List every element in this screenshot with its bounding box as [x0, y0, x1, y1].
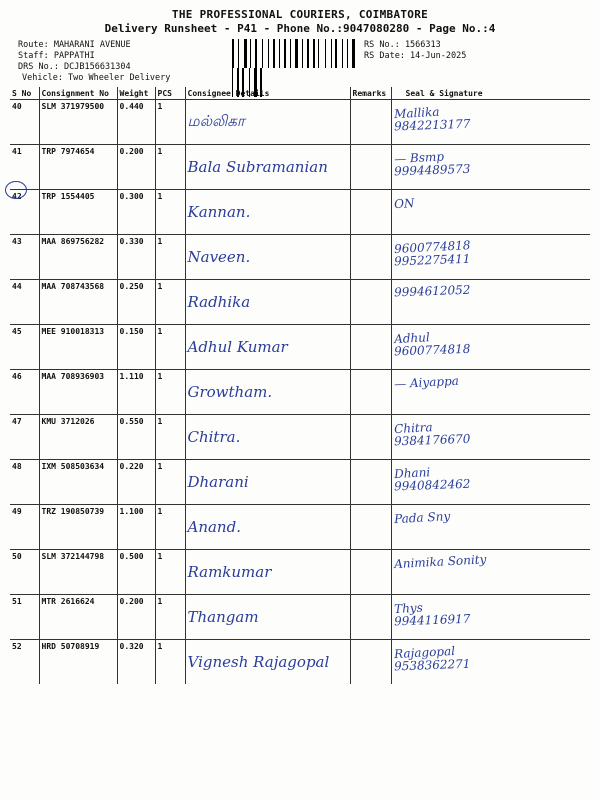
consignment-cell: TRP 1554405 [39, 190, 117, 235]
signature-text: 9600774818 [393, 238, 471, 257]
consignee-cell: Dharani [185, 460, 350, 505]
sno-cell: 52 [10, 640, 39, 685]
pcs-cell: 1 [155, 595, 185, 640]
column-header: Weight [117, 87, 155, 100]
sno-cell: 45 [10, 325, 39, 370]
pcs-cell: 1 [155, 235, 185, 280]
signature-phone: 9384176670 [393, 431, 471, 449]
table-row [10, 595, 590, 640]
remarks-cell [350, 370, 391, 415]
consignment-cell: SLM 371979500 [39, 100, 117, 145]
consignment-cell: TRP 7974654 [39, 145, 117, 190]
remarks-cell [350, 145, 391, 190]
column-header: Remarks [350, 87, 391, 100]
sno-cell: 46 [10, 370, 39, 415]
table-header-row [10, 87, 590, 100]
signature-cell [391, 370, 590, 415]
pcs-cell: 1 [155, 640, 185, 685]
consignee-cell: Ramkumar [185, 550, 350, 595]
weight-cell: 0.320 [117, 640, 155, 685]
consignee-cell: மல்லிகா [185, 100, 350, 145]
signature-cell [391, 325, 590, 370]
consignee-cell: Radhika [185, 280, 350, 325]
signature-cell [391, 145, 590, 190]
column-header: Consignee Details [185, 87, 350, 100]
table-row [10, 325, 590, 370]
signature-text: Thys [393, 600, 423, 617]
remarks-cell [350, 325, 391, 370]
pcs-cell: 1 [155, 100, 185, 145]
table-row [10, 370, 590, 415]
remarks-cell [350, 235, 391, 280]
consignment-cell: MAA 708936903 [39, 370, 117, 415]
remarks-cell [350, 595, 391, 640]
table-row [10, 280, 590, 325]
page-header [0, 8, 600, 36]
consignee-cell: Anand. [185, 505, 350, 550]
remarks-cell [350, 415, 391, 460]
sno-cell: 51 [10, 595, 39, 640]
remarks-cell [350, 190, 391, 235]
signature-cell [391, 235, 590, 280]
staff-label: Staff: PAPPATHI [18, 51, 95, 61]
signature-phone: 9944116917 [393, 611, 471, 629]
consignee-cell: Vignesh Rajagopal [185, 640, 350, 685]
pcs-cell: 1 [155, 370, 185, 415]
sno-cell: 41 [10, 145, 39, 190]
drs-label: DRS No.: DCJB156631304 [18, 62, 131, 72]
remarks-cell [350, 100, 391, 145]
consignee-cell: Kannan. [185, 190, 350, 235]
pcs-cell: 1 [155, 505, 185, 550]
remarks-cell [350, 550, 391, 595]
signature-cell [391, 640, 590, 685]
sno-cell: 44 [10, 280, 39, 325]
consignee-cell: Naveen. [185, 235, 350, 280]
table-row [10, 145, 590, 190]
consignment-cell: HRD 50708919 [39, 640, 117, 685]
table-row [10, 460, 590, 505]
column-header: PCS [155, 87, 185, 100]
column-header: S No [10, 87, 39, 100]
consignment-cell: TRZ 190850739 [39, 505, 117, 550]
remarks-cell [350, 505, 391, 550]
pcs-cell: 1 [155, 145, 185, 190]
signature-text: Adhul [393, 330, 430, 347]
vehicle-label: Vehicle: Two Wheeler Delivery [22, 73, 171, 83]
signature-phone: 9952275411 [393, 251, 471, 269]
weight-cell: 0.150 [117, 325, 155, 370]
weight-cell: 0.330 [117, 235, 155, 280]
pcs-cell: 1 [155, 550, 185, 595]
signature-text: Pada Sny [393, 509, 451, 527]
sno-cell: 40 [10, 100, 39, 145]
consignment-cell: KMU 3712026 [39, 415, 117, 460]
weight-cell: 0.220 [117, 460, 155, 505]
table-row [10, 190, 590, 235]
signature-phone: 9994612052 [393, 282, 471, 300]
signature-text: — Bsmp [393, 149, 444, 167]
consignee-cell: Thangam [185, 595, 350, 640]
remarks-cell [350, 460, 391, 505]
signature-text: ON [393, 196, 415, 212]
company-title: THE PROFESSIONAL COURIERS, COIMBATORE [171, 8, 429, 21]
pcs-cell: 1 [155, 325, 185, 370]
weight-cell: 1.100 [117, 505, 155, 550]
signature-phone: 9994489573 [393, 161, 471, 179]
signature-cell [391, 415, 590, 460]
signature-phone: 9538362271 [393, 656, 471, 674]
signature-cell [391, 595, 590, 640]
signature-cell [391, 505, 590, 550]
weight-cell: 0.250 [117, 280, 155, 325]
runsheet-subtitle: Delivery Runsheet - P41 - Phone No.:9047080280 - Page No.:4 [104, 22, 496, 35]
signature-phone: 9600774818 [393, 341, 471, 359]
weight-cell: 0.300 [117, 190, 155, 235]
route-label: Route: MAHARANI AVENUE [18, 40, 131, 50]
remarks-cell [350, 640, 391, 685]
signature-text: — Aiyappa [393, 373, 459, 392]
signature-phone: 9940842462 [393, 476, 471, 494]
sno-cell: 42 [10, 190, 39, 235]
signature-cell [391, 190, 590, 235]
runsheet-meta-left [18, 40, 170, 84]
signature-text: Rajagopal [393, 643, 455, 662]
table-row [10, 640, 590, 685]
signature-cell [391, 550, 590, 595]
weight-cell: 0.440 [117, 100, 155, 145]
pcs-cell: 1 [155, 415, 185, 460]
signature-cell [391, 280, 590, 325]
weight-cell: 1.110 [117, 370, 155, 415]
signature-text: Mallika [393, 104, 440, 122]
weight-cell: 0.200 [117, 595, 155, 640]
table-row [10, 415, 590, 460]
sno-cell: 48 [10, 460, 39, 505]
consignee-cell: Adhul Kumar [185, 325, 350, 370]
delivery-table [10, 87, 590, 684]
weight-cell: 0.200 [117, 145, 155, 190]
rs-date-label: RS Date: 14-Jun-2025 [364, 51, 467, 61]
consignment-cell: MTR 2616624 [39, 595, 117, 640]
pcs-cell: 1 [155, 460, 185, 505]
weight-cell: 0.500 [117, 550, 155, 595]
consignment-cell: MAA 869756282 [39, 235, 117, 280]
table-row [10, 235, 590, 280]
consignment-cell: IXM 508503634 [39, 460, 117, 505]
signature-cell [391, 460, 590, 505]
pcs-cell: 1 [155, 280, 185, 325]
sno-cell: 49 [10, 505, 39, 550]
column-header: Seal & Signature [391, 87, 590, 100]
signature-cell [391, 100, 590, 145]
consignment-cell: MEE 910018313 [39, 325, 117, 370]
sno-cell: 43 [10, 235, 39, 280]
rs-number-label: RS No.: 1566313 [364, 40, 441, 50]
table-row [10, 505, 590, 550]
signature-text: Animika Sonity [393, 552, 487, 572]
pcs-cell: 1 [155, 190, 185, 235]
barcode-image [232, 39, 360, 68]
signature-phone: 9842213177 [393, 116, 471, 134]
consignment-cell: SLM 372144798 [39, 550, 117, 595]
table-row [10, 550, 590, 595]
runsheet-meta-right [364, 40, 466, 62]
signature-text: Chitra [393, 420, 433, 437]
consignee-cell: Chitra. [185, 415, 350, 460]
sno-cell: 47 [10, 415, 39, 460]
consignment-cell: MAA 708743568 [39, 280, 117, 325]
remarks-cell [350, 280, 391, 325]
sno-cell: 50 [10, 550, 39, 595]
signature-text: Dhani [393, 465, 431, 482]
column-header: Consignment No [39, 87, 117, 100]
circled-row-mark [5, 181, 27, 199]
consignee-cell: Bala Subramanian [185, 145, 350, 190]
table-row [10, 100, 590, 145]
consignee-cell: Growtham. [185, 370, 350, 415]
weight-cell: 0.550 [117, 415, 155, 460]
